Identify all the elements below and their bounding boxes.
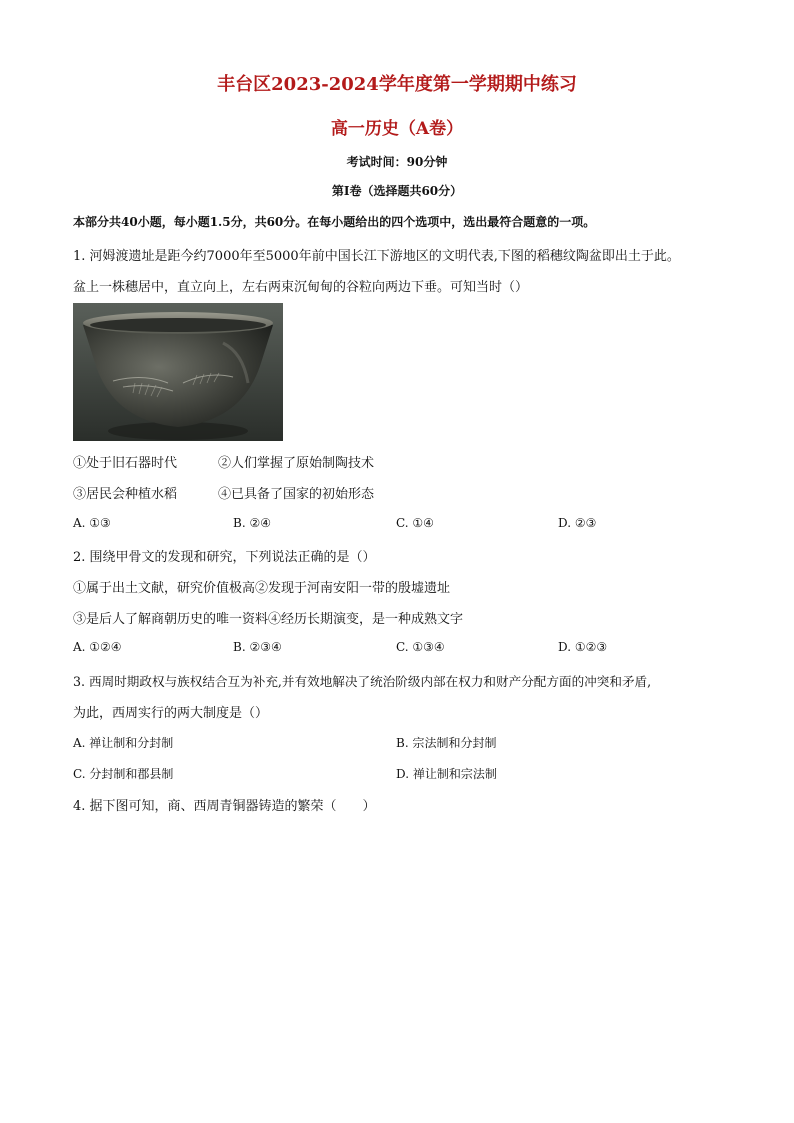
q1-option-d[interactable]: D. ②③ — [558, 516, 597, 530]
exam-title: 丰台区2023-2024学年度第一学期期中练习 — [217, 74, 577, 95]
q4-stem: 4. 据下图可知，商、西周青铜器铸造的繁荣（ ） — [73, 799, 376, 814]
q1-statement-4: ④已具备了国家的初始形态 — [218, 487, 375, 502]
exam-subtitle: 高一历史（A卷） — [330, 119, 464, 139]
q3-option-b[interactable]: B. 宗法制和分封制 — [396, 736, 497, 750]
q3-option-d[interactable]: D. 禅让制和宗法制 — [396, 767, 497, 781]
q1-option-a[interactable]: A. ①③ — [73, 516, 111, 530]
section-heading: 第Ⅰ卷（选择题共60分） — [331, 184, 463, 198]
q2-option-b[interactable]: B. ②③④ — [233, 640, 282, 654]
q2-option-d[interactable]: D. ①②③ — [558, 640, 608, 654]
q1-statement-3: ③居民会种植水稻 — [73, 487, 178, 502]
q3-option-a[interactable]: A. 禅让制和分封制 — [73, 736, 174, 750]
q3-stem-line1: 3. 西周时期政权与族权结合互为补充,并有效地解决了统治阶级内部在权力和财产分配方面的冲突和矛盾, — [73, 674, 652, 689]
q1-option-b[interactable]: B. ②④ — [233, 516, 271, 530]
q3-stem-line2: 为此，西周实行的两大制度是（） — [73, 706, 269, 721]
exam-time: 考试时间：90分钟 — [346, 155, 448, 169]
q2-stem: 2. 围绕甲骨文的发现和研究，下列说法正确的是（） — [73, 550, 376, 565]
q1-option-c[interactable]: C. ①④ — [396, 516, 434, 530]
instructions: 本部分共40小题，每小题1.5分，共60分。在每小题给出的四个选项中，选出最符合题意的一项。 — [73, 215, 596, 229]
q1-statement-2: ②人们掌握了原始制陶技术 — [218, 456, 375, 471]
q2-option-c[interactable]: C. ①③④ — [396, 640, 445, 654]
pottery-bowl-image — [73, 303, 283, 441]
q3-option-c[interactable]: C. 分封制和郡县制 — [73, 767, 174, 781]
q2-option-a[interactable]: A. ①②④ — [73, 640, 122, 654]
q1-stem-line1: 1. 河姆渡遗址是距今约7000年至5000年前中国长江下游地区的文明代表,下图的稻穗纹陶盆即出土于此。 — [73, 249, 680, 264]
q2-statements-line2: ③是后人了解商朝历史的唯一资料④经历长期演变，是一种成熟文字 — [73, 612, 464, 627]
q1-statement-1: ①处于旧石器时代 — [73, 456, 178, 471]
q2-statements-line1: ①属于出土文献，研究价值极高②发现于河南安阳一带的殷墟遗址 — [73, 581, 451, 596]
pottery-bowl-illustration — [73, 303, 283, 441]
q1-stem-line2: 盆上一株穗居中，直立向上，左右两束沉甸甸的谷粒向两边下垂。可知当时（） — [73, 280, 529, 295]
